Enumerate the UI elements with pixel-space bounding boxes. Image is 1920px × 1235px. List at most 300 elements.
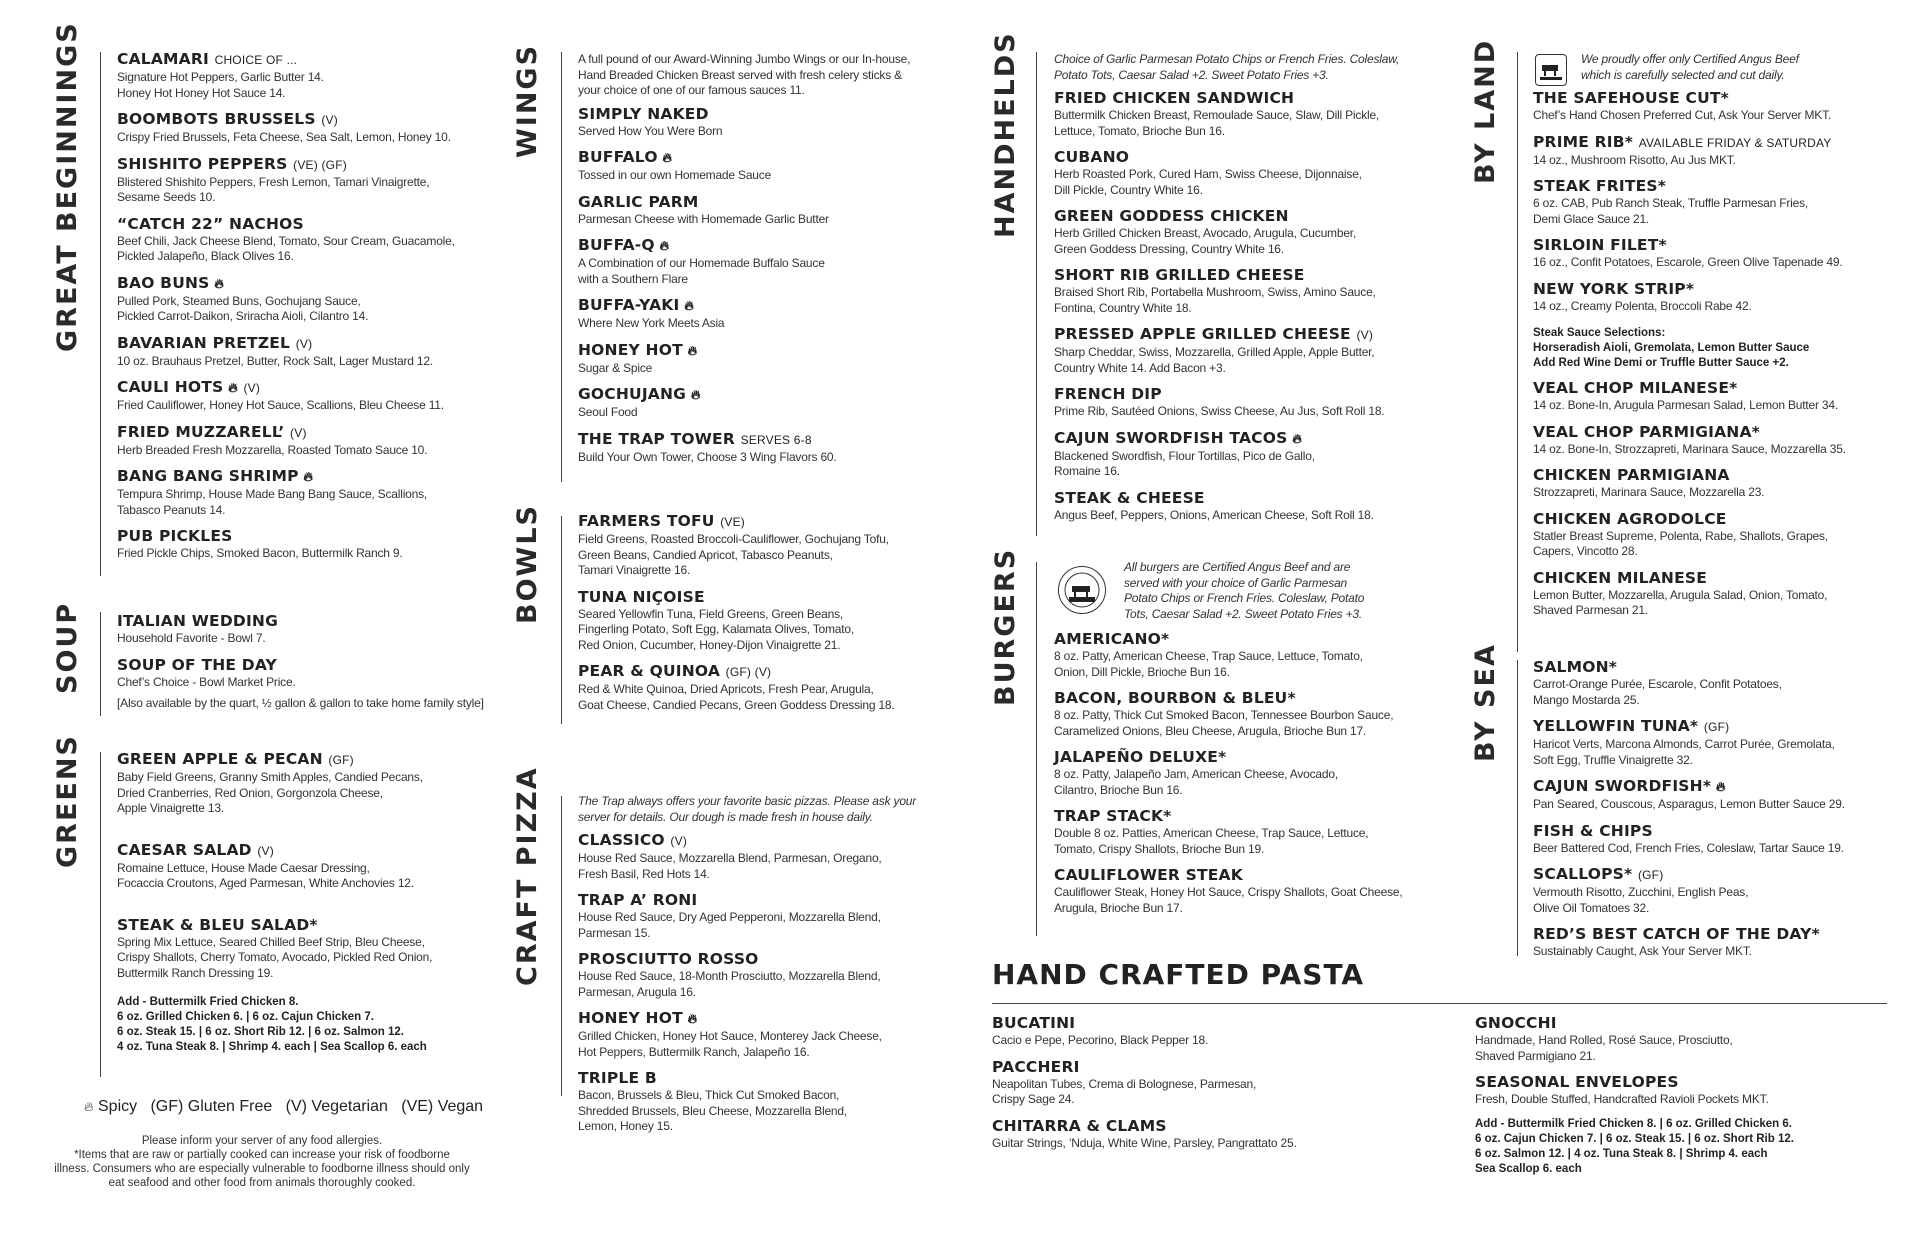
item-tag: (V) <box>1356 328 1374 342</box>
item-title: YELLOWFIN TUNA* <box>1533 717 1699 735</box>
item-description: Herb Grilled Chicken Breast, Avocado, Arugula, Cucumber, <box>1054 226 1357 240</box>
item-description: Herb Breaded Fresh Mozzarella, Roasted Tomato Sauce 10. <box>117 442 428 457</box>
item-description: Neapolitan Tubes, Crema di Bolognese, Parmesan, <box>992 1076 1257 1091</box>
section-rule <box>561 516 562 724</box>
legend-gf: (GF) Gluten Free <box>150 1098 273 1115</box>
item-description: 16 oz., Confit Potatoes, Escarole, Green Olive Tapenade 49. <box>1533 255 1843 269</box>
steak-sauce-block <box>1533 326 1893 371</box>
menu-item <box>578 236 948 287</box>
item-title: SALMON* <box>1533 658 1618 676</box>
menu-item <box>1054 148 1414 198</box>
item-name <box>1475 1073 1875 1092</box>
pasta-addon: 6 oz. Cajun Chicken 7. | 6 oz. Steak 15. | 6 oz. Short Rib 12. <box>1475 1132 1794 1145</box>
item-tag: (GF) <box>1703 720 1730 734</box>
item-tag: SERVES 6-8 <box>740 432 812 447</box>
item-name <box>1054 207 1414 226</box>
item-title: BUCATINI <box>992 1014 1076 1032</box>
bowls-list <box>578 512 948 722</box>
flame-icon: 🔥︎ <box>686 388 701 403</box>
steak-sauce: Add Red Wine Demi or Truffle Butter Sauce +2. <box>1533 357 1789 369</box>
burgers-intro-block <box>1124 560 1414 622</box>
item-description: Soft Egg, Truffle Vinaigrette 32. <box>1533 752 1693 767</box>
item-title: BAO BUNS <box>117 273 210 292</box>
item-title: SCALLOPS* <box>1533 865 1633 883</box>
menu-item <box>117 215 497 265</box>
item-description: Fontina, Country White 18. <box>1054 300 1192 315</box>
item-title: “CATCH 22” NACHOS <box>117 214 304 233</box>
menu-item <box>992 1014 1412 1049</box>
item-description: Cauliflower Steak, Honey Hot Sauce, Crispy Shallots, Goat Cheese, <box>1054 885 1403 899</box>
item-description: 14 oz. Bone-In, Strozzapreti, Marinara Sauce, Mozzarella 35. <box>1533 441 1846 456</box>
item-name <box>1475 1014 1875 1033</box>
menu-item <box>117 750 497 817</box>
item-description: Onion, Dill Pickle, Brioche Bun 16. <box>1054 664 1230 679</box>
menu-item <box>1054 630 1414 680</box>
item-title: PACCHERI <box>992 1057 1080 1076</box>
item-name <box>117 155 497 175</box>
notice-line: Please inform your server of any food allergies. <box>141 1135 383 1147</box>
item-description: Herb Roasted Pork, Cured Ham, Swiss Cheese, Dijonnaise, <box>1054 167 1362 181</box>
legend-v: (V) Vegetarian <box>285 1098 388 1115</box>
item-title: CAULIFLOWER STEAK <box>1054 866 1243 884</box>
item-name <box>1054 630 1414 649</box>
steak-sauce: Horseradish Aioli, Gremolata, Lemon Butter Sauce <box>1533 342 1810 354</box>
item-title: GREEN GODDESS CHICKEN <box>1054 207 1289 225</box>
item-title: VEAL CHOP MILANESE* <box>1533 379 1738 397</box>
item-name <box>1533 658 1893 677</box>
item-description: 14 oz., Mushroom Risotto, Au Jus MKT. <box>1533 152 1736 167</box>
item-description: Seoul Food <box>578 405 638 419</box>
item-name <box>117 274 497 294</box>
menu-item <box>117 50 497 101</box>
item-title: SOUP OF THE DAY <box>117 655 277 674</box>
item-tag: (VE) (GF) <box>293 157 347 172</box>
flame-icon: 🔥︎ <box>298 470 314 485</box>
item-description: Buttermilk Chicken Breast, Remoulade Sauce, Slaw, Dill Pickle, <box>1054 108 1380 122</box>
item-tag: AVAILABLE FRIDAY & SATURDAY <box>1638 135 1832 150</box>
menu-item <box>1054 266 1414 316</box>
item-title: THE SAFEHOUSE CUT* <box>1533 89 1729 107</box>
item-name <box>1054 429 1414 449</box>
item-name <box>1533 925 1893 944</box>
item-description: Lemon, Honey 15. <box>578 1119 673 1133</box>
item-title: CALAMARI <box>117 50 209 68</box>
item-name <box>1054 266 1414 285</box>
item-description: Pickled Jalapeño, Black Olives 16. <box>117 249 294 263</box>
item-title: TRIPLE B <box>578 1069 657 1087</box>
item-name <box>1533 89 1893 108</box>
item-description: Sesame Seeds 10. <box>117 190 216 204</box>
item-title: CAULI HOTS <box>117 378 224 396</box>
menu-item <box>1054 89 1414 139</box>
item-description: Cacio e Pepe, Pecorino, Black Pepper 18. <box>992 1033 1209 1047</box>
item-title: SIMPLY NAKED <box>578 104 709 123</box>
item-name <box>1533 177 1893 196</box>
item-title: HONEY HOT <box>578 1009 683 1027</box>
item-description: Carrot-Orange Purée, Escarole, Confit Potatoes, <box>1533 677 1782 691</box>
item-name <box>578 1009 948 1029</box>
legend-ve: (VE) Vegan <box>401 1098 484 1115</box>
item-title: ITALIAN WEDDING <box>117 612 279 630</box>
item-name <box>578 148 948 168</box>
section-rule <box>1036 52 1037 536</box>
section-heading-pasta: HAND CRAFTED PASTA <box>992 958 1365 991</box>
item-name <box>578 105 948 124</box>
pasta-rule <box>992 1003 1887 1004</box>
wings-intro: your choice of one of our famous sauces 11. <box>578 83 805 97</box>
menu-item <box>1533 177 1893 227</box>
item-description: Green Beans, Candied Apricot, Tabasco Peanuts, <box>578 547 833 562</box>
flame-icon: 🔥︎ <box>84 1099 94 1114</box>
menu-item <box>1475 1073 1875 1108</box>
item-name <box>578 950 948 969</box>
item-title: TRAP A’ RONI <box>578 891 698 909</box>
item-description: Lettuce, Tomato, Brioche Bun 16. <box>1054 123 1225 138</box>
item-name <box>578 662 948 682</box>
flame-icon: 🔥︎ <box>1711 780 1726 795</box>
item-name <box>578 193 948 212</box>
item-title: PUB PICKLES <box>117 527 233 545</box>
item-description: Seared Yellowfin Tuna, Field Greens, Green Beans, <box>578 606 844 621</box>
item-description: Vermouth Risotto, Zucchini, English Peas, <box>1533 885 1749 899</box>
item-description: Shaved Parmigiano 21. <box>1475 1048 1596 1063</box>
menu-item <box>578 1009 948 1060</box>
item-description: Statler Breast Supreme, Polenta, Rabe, Shallots, Grapes, <box>1533 528 1828 543</box>
item-description: Romaine Lettuce, House Made Caesar Dressing, <box>117 860 370 875</box>
item-name <box>578 891 948 910</box>
flame-icon: 🔥︎ <box>654 239 670 254</box>
item-description: Fried Cauliflower, Honey Hot Sauce, Scallions, Bleu Cheese 11. <box>117 398 444 412</box>
item-name <box>578 296 948 316</box>
item-tag: (V) <box>290 425 307 440</box>
item-title: FISH & CHIPS <box>1533 821 1653 840</box>
item-title: JALAPEÑO DELUXE* <box>1054 748 1227 766</box>
menu-item <box>1054 325 1414 376</box>
item-tag: (GF) <box>328 753 354 767</box>
item-description: Fried Pickle Chips, Smoked Bacon, Buttermilk Ranch 9. <box>117 546 403 560</box>
item-name <box>117 841 497 861</box>
item-name <box>1054 148 1414 167</box>
item-name <box>117 215 497 234</box>
item-title: SHISHITO PEPPERS <box>117 154 288 173</box>
item-description: Fresh Basil, Red Hots 14. <box>578 866 710 881</box>
item-description: Tomato, Crispy Shallots, Brioche Bun 19. <box>1054 841 1265 856</box>
item-name <box>117 916 497 935</box>
item-description: Guitar Strings, ’Nduja, White Wine, Parsley, Pangrattato 25. <box>992 1135 1297 1150</box>
item-name <box>578 512 948 532</box>
item-description: Cilantro, Brioche Bun 16. <box>1054 782 1183 797</box>
greens-addon-block <box>117 995 497 1055</box>
item-name <box>1054 748 1414 767</box>
item-description: Spring Mix Lettuce, Seared Chilled Beef Strip, Bleu Cheese, <box>117 934 425 949</box>
item-description: Bacon, Brussels & Bleu, Thick Cut Smoked Bacon, <box>578 1088 840 1102</box>
notice-line: *Items that are raw or partially cooked can increase your risk of foodborne <box>74 1149 450 1161</box>
item-title: GREEN APPLE & PECAN <box>117 750 323 768</box>
pasta-addon: Sea Scallop 6. each <box>1475 1162 1582 1175</box>
item-title: GNOCCHI <box>1475 1014 1557 1032</box>
item-name <box>1533 717 1893 737</box>
menu-item <box>578 831 948 882</box>
item-name <box>1533 423 1893 442</box>
section-rule <box>1036 562 1037 936</box>
item-description: Tabasco Peanuts 14. <box>117 502 226 517</box>
item-tag: (V) <box>321 113 338 127</box>
by-land-list <box>1533 52 1893 628</box>
by-land-intro-block <box>1581 52 1893 83</box>
wings-intro: A full pound of our Award-Winning Jumbo Wings or our In-house, <box>578 52 911 66</box>
item-name <box>1533 236 1893 255</box>
wings-list <box>578 52 948 474</box>
handhelds-list <box>1054 52 1414 532</box>
item-description: Baby Field Greens, Granny Smith Apples, Candied Pecans, <box>117 770 423 784</box>
pasta-list-left <box>992 1014 1412 1160</box>
menu-item <box>1533 569 1893 619</box>
item-title: STEAK & CHEESE <box>1054 488 1205 507</box>
by-land-intro: which is carefully selected and cut daily. <box>1581 67 1785 82</box>
item-description: Red Onion, Cucumber, Honey-Dijon Vinaigrette 21. <box>578 637 841 652</box>
great-beginnings-list <box>117 50 497 571</box>
item-name <box>992 1014 1412 1033</box>
menu-item <box>117 155 497 206</box>
item-description: 8 oz. Patty, American Cheese, Trap Sauce, Lettuce, Tomato, <box>1054 649 1363 663</box>
section-rule <box>100 752 101 1077</box>
item-name <box>992 1117 1412 1136</box>
item-tag: (VE) <box>720 515 745 529</box>
item-description: Strozzapreti, Marinara Sauce, Mozzarella 23. <box>1533 485 1765 499</box>
item-title: CHICKEN PARMIGIANA <box>1533 466 1730 484</box>
item-title: CAJUN SWORDFISH* <box>1533 777 1712 795</box>
menu-item <box>1533 510 1893 560</box>
section-label-by-land: BY LAND <box>1470 38 1501 184</box>
dietary-legend <box>84 1098 484 1116</box>
item-description: Tamari Vinaigrette 16. <box>578 563 691 577</box>
item-description: Green Goddess Dressing, Country White 16. <box>1054 241 1284 256</box>
item-tag: (GF) <box>1637 868 1664 882</box>
item-description: Sustainably Caught, Ask Your Server MKT. <box>1533 944 1752 958</box>
item-description: Where New York Meets Asia <box>578 316 725 330</box>
item-title: PRESSED APPLE GRILLED CHEESE <box>1054 325 1351 343</box>
menu-item <box>117 110 497 146</box>
item-name <box>578 341 948 361</box>
item-name <box>117 467 497 487</box>
item-description: Field Greens, Roasted Broccoli-Cauliflower, Gochujang Tofu, <box>578 532 889 546</box>
menu-item <box>1533 133 1893 169</box>
flame-icon: 🔥︎ <box>682 343 698 359</box>
item-description: Caramelized Onions, Bleu Cheese, Arugula, Brioche Bun 17. <box>1054 723 1367 738</box>
item-name <box>1054 89 1414 108</box>
item-description: Household Favorite - Bowl 7. <box>117 631 266 645</box>
item-description: Crispy Shallots, Cherry Tomato, Avocado, Pickled Red Onion, <box>117 950 433 964</box>
item-title: FARMERS TOFU <box>578 512 715 530</box>
menu-item <box>992 1117 1412 1152</box>
menu-item <box>1475 1014 1875 1064</box>
item-name <box>1533 466 1893 485</box>
menu-item <box>1054 429 1414 480</box>
menu-item <box>992 1058 1412 1108</box>
item-tag: (GF) (V) <box>725 665 772 679</box>
item-description: Chef’s Choice - Bowl Market Price. <box>117 674 296 689</box>
menu-item <box>578 662 948 713</box>
section-rule <box>1517 660 1518 956</box>
section-label-handhelds: HANDHELDS <box>990 31 1021 238</box>
item-name <box>1533 822 1893 841</box>
item-description: Tossed in our own Homemade Sauce <box>578 168 772 182</box>
item-description: Romaine 16. <box>1054 464 1120 478</box>
item-title: CAESAR SALAD <box>117 840 252 859</box>
menu-item <box>578 950 948 1000</box>
item-title: BAVARIAN PRETZEL <box>117 333 291 352</box>
item-name <box>117 656 497 675</box>
item-description: Honey Hot Honey Hot Sauce 14. <box>117 85 286 100</box>
item-title: BACON, BOURBON & BLEU* <box>1054 689 1296 707</box>
item-title: FRIED CHICKEN SANDWICH <box>1054 89 1295 107</box>
item-tag: (V) <box>295 336 313 351</box>
item-title: BUFFA-Q <box>578 236 655 254</box>
menu-item <box>1533 89 1893 124</box>
item-description: 8 oz. Patty, Jalapeño Jam, American Cheese, Avocado, <box>1054 767 1338 781</box>
item-description: Goat Cheese, Candied Pecans, Green Goddess Dressing 18. <box>578 697 895 712</box>
item-name <box>578 831 948 851</box>
item-title: CHITARRA & CLAMS <box>992 1116 1167 1135</box>
item-title: TUNA NIÇOISE <box>578 587 705 606</box>
menu-item <box>1533 379 1893 414</box>
item-description: Chef’s Hand Chosen Preferred Cut, Ask Your Server MKT. <box>1533 108 1832 122</box>
item-description: with a Southern Flare <box>578 271 688 286</box>
item-description: Red & White Quinoa, Dried Apricots, Fresh Pear, Arugula, <box>578 682 874 696</box>
menu-item <box>578 341 948 377</box>
by-land-intro: We proudly offer only Certified Angus Beef <box>1581 52 1799 66</box>
item-description: Dried Cranberries, Red Onion, Gorgonzola Cheese, <box>117 785 383 800</box>
item-description: Double 8 oz. Patties, American Cheese, Trap Sauce, Lettuce, <box>1054 826 1369 840</box>
flame-icon: 🔥︎ <box>679 299 694 314</box>
item-description: Apple Vinaigrette 13. <box>117 801 224 815</box>
flame-icon: 🔥︎ <box>223 381 238 396</box>
menu-item <box>1054 807 1414 857</box>
item-description: Fresh, Double Stuffed, Handcrafted Ravioli Pockets MKT. <box>1475 1092 1769 1106</box>
menu-item <box>578 588 948 654</box>
section-label-craft-pizza: CRAFT PIZZA <box>512 766 543 986</box>
item-description: 8 oz. Patty, Thick Cut Smoked Bacon, Tennessee Bourbon Sauce, <box>1054 708 1394 722</box>
section-label-wings: WINGS <box>512 43 543 158</box>
burgers-intro: served with your choice of Garlic Parmesan <box>1124 575 1348 590</box>
menu-item <box>117 612 497 647</box>
item-title: STEAK & BLEU SALAD* <box>117 915 318 934</box>
soup-note: [Also available by the quart, ½ gallon & gallon to take home family style] <box>117 696 484 710</box>
item-description: Olive Oil Tomatoes 32. <box>1533 900 1650 915</box>
greens-addon: 6 oz. Steak 15. | 6 oz. Short Rib 12. | 6 oz. Salmon 12. <box>117 1026 404 1038</box>
burgers-intro: All burgers are Certified Angus Beef and are <box>1124 560 1351 574</box>
item-name <box>117 527 497 546</box>
item-name <box>578 385 948 405</box>
item-title: SHORT RIB GRILLED CHEESE <box>1054 266 1305 284</box>
item-description: Buttermilk Ranch Dressing 19. <box>117 965 274 980</box>
item-description: Arugula, Brioche Bun 17. <box>1054 900 1183 915</box>
item-title: CAJUN SWORDFISH TACOS <box>1054 428 1288 447</box>
item-name <box>117 612 497 631</box>
menu-item <box>117 527 497 562</box>
item-description: Crispy Sage 24. <box>992 1092 1075 1106</box>
item-name <box>578 430 948 450</box>
item-description: Prime Rib, Sautéed Onions, Swiss Cheese, Au Jus, Soft Roll 18. <box>1054 404 1385 418</box>
flame-icon: 🔥︎ <box>209 276 224 292</box>
menu-item <box>1054 489 1414 524</box>
menu-item <box>1533 658 1893 708</box>
menu-item <box>117 274 497 325</box>
menu-item <box>578 148 948 184</box>
menu-item <box>117 656 497 691</box>
item-title: BANG BANG SHRIMP <box>117 467 299 485</box>
wings-intro: Hand Breaded Chicken Breast served with fresh celery sticks & <box>578 67 902 82</box>
item-description: Served How You Were Born <box>578 123 723 138</box>
pasta-addon: Add - Buttermilk Fried Chicken 8. | 6 oz. Grilled Chicken 6. <box>1475 1117 1792 1130</box>
greens-addon: 6 oz. Grilled Chicken 6. | 6 oz. Cajun Chicken 7. <box>117 1011 374 1023</box>
greens-list <box>117 750 497 1055</box>
flame-icon: 🔥︎ <box>1287 431 1302 447</box>
menu-item <box>117 423 497 459</box>
item-title: STEAK FRITES* <box>1533 177 1667 195</box>
item-description: Build Your Own Tower, Choose 3 Wing Flavors 60. <box>578 449 837 464</box>
item-title: SIRLOIN FILET* <box>1533 236 1667 254</box>
pizza-intro-block <box>578 794 948 825</box>
menu-item <box>1533 777 1893 813</box>
burgers-intro: Tots, Caesar Salad +2. Sweet Potato Fries +3. <box>1124 606 1363 621</box>
item-name <box>1533 777 1893 797</box>
item-name <box>1054 807 1414 826</box>
item-tag: (V) <box>243 381 261 395</box>
item-title: VEAL CHOP PARMIGIANA* <box>1533 422 1760 441</box>
item-title: CHICKEN AGRODOLCE <box>1533 509 1727 528</box>
menu-item <box>1054 207 1414 257</box>
handhelds-intro-block <box>1054 52 1414 83</box>
pasta-addon-block <box>1475 1117 1875 1177</box>
item-description: Pulled Pork, Steamed Buns, Gochujang Sauce, <box>117 293 361 308</box>
menu-item <box>1533 236 1893 271</box>
section-label-by-sea: BY SEA <box>1470 643 1501 762</box>
pizza-intro: The Trap always offers your favorite basic pizzas. Please ask your <box>578 794 917 808</box>
item-description: Shredded Brussels, Bleu Cheese, Mozzarella Blend, <box>578 1103 848 1118</box>
section-rule <box>1517 52 1518 652</box>
item-description: Country White 14. Add Bacon +3. <box>1054 360 1226 375</box>
item-title: BUFFA-YAKI <box>578 296 680 314</box>
item-name <box>1054 325 1414 345</box>
handhelds-intro: Choice of Garlic Parmesan Potato Chips or French Fries. Coleslaw, <box>1054 52 1400 66</box>
item-description: Haricot Verts, Marcona Almonds, Carrot Purée, Gremolata, <box>1533 737 1835 751</box>
section-rule <box>561 52 562 482</box>
item-description: Dill Pickle, Country White 16. <box>1054 182 1203 197</box>
item-name <box>117 50 497 70</box>
menu-item <box>117 378 497 414</box>
item-description: Blistered Shishito Peppers, Fresh Lemon, Tamari Vinaigrette, <box>117 174 430 189</box>
pasta-addon: 6 oz. Salmon 12. | 4 oz. Tuna Steak 8. | Shrimp 4. each <box>1475 1147 1768 1160</box>
item-description: Shaved Parmesan 21. <box>1533 603 1648 617</box>
pasta-list-right <box>1475 1014 1875 1177</box>
pizza-intro: server for details. Our dough is made fresh in house daily. <box>578 809 873 824</box>
steak-sauce: Steak Sauce Selections: <box>1533 327 1666 339</box>
burgers-intro: Potato Chips or French Fries. Coleslaw, Potato <box>1124 591 1365 605</box>
legend-spicy: Spicy <box>98 1098 138 1115</box>
allergy-notice <box>52 1134 472 1190</box>
section-rule <box>100 52 101 576</box>
item-title: GARLIC PARM <box>578 192 699 211</box>
item-title: CLASSICO <box>578 831 665 849</box>
item-name <box>578 236 948 256</box>
menu-item <box>1054 689 1414 739</box>
item-title: THE TRAP TOWER <box>578 429 735 448</box>
item-description: A Combination of our Homemade Buffalo Sauce <box>578 256 825 270</box>
item-description: Pickled Carrot-Daikon, Sriracha Aioli, Cilantro 14. <box>117 309 369 323</box>
wings-intro-block <box>578 52 948 99</box>
item-tag: (V) <box>670 834 688 848</box>
